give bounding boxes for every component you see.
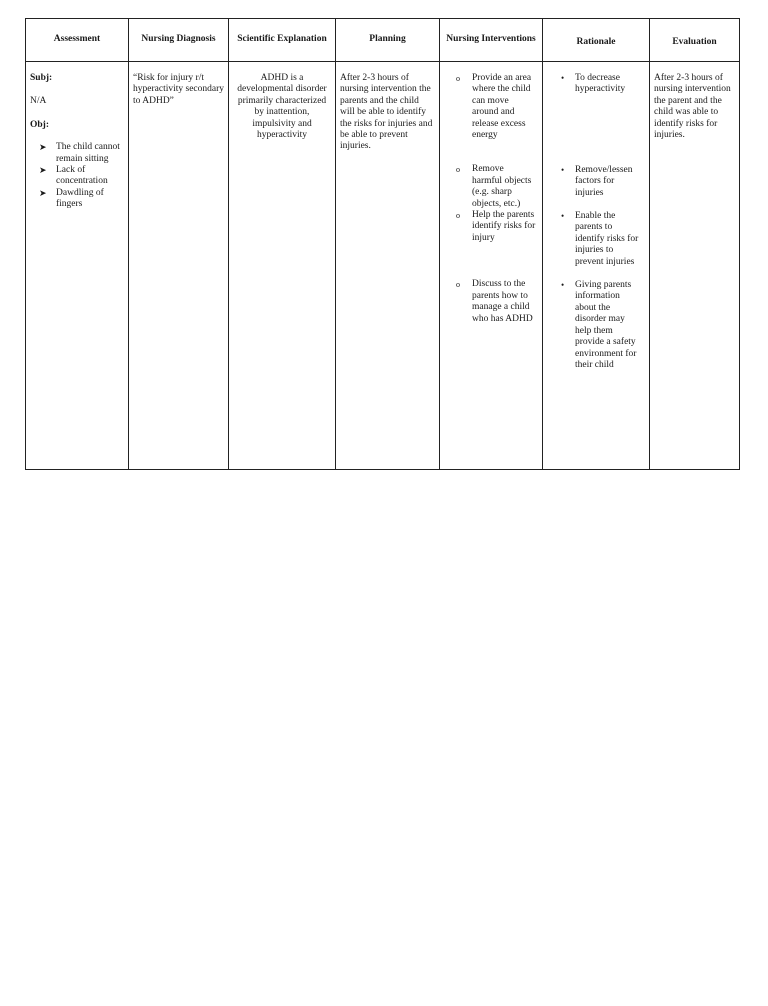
rationale-cell (543, 62, 650, 470)
header-nursing-interventions: Nursing Interventions (440, 19, 543, 62)
header-scientific-explanation: Scientific Explanation (229, 19, 336, 62)
obj-label: Obj: (30, 119, 49, 130)
obj-list (26, 142, 128, 210)
header-rationale: Rationale (543, 19, 650, 62)
header-nursing-diagnosis: Nursing Diagnosis (129, 19, 229, 62)
list-item: ➤ Lack of concentration (39, 165, 108, 187)
list-item: o Help the parents identify risks for injury (456, 210, 536, 243)
diagnosis-cell (129, 62, 229, 470)
subj-label: Subj: (30, 73, 53, 83)
list-item: o Remove harmful objects (e.g. sharp objects, etc.) (456, 164, 532, 209)
interventions-cell (440, 62, 543, 470)
disc-bullet-icon: • (561, 164, 565, 175)
header-planning: Planning (336, 19, 440, 62)
diagnosis-text: “Risk for injury r/t hyperactivity secondary to ADHD” (133, 73, 225, 106)
arrow-bullet-icon: ➤ (39, 142, 47, 153)
list-item: • Giving parents information about the disorder may help them provide a safety environment for their child (561, 280, 637, 370)
circle-bullet-icon: o (456, 211, 460, 221)
list-item: o Provide an area where the child can move around and release excess energy (456, 73, 532, 141)
list-item: • To decrease hyperactivity (561, 73, 626, 95)
list-item: • Enable the parents to identify risks for injuries to prevent injuries (561, 211, 639, 267)
content-row (26, 62, 740, 470)
planning-cell (336, 62, 440, 470)
planning-text: After 2-3 hours of nursing intervention the parents and the child will be able to identify the risks for injuries and be able to prevent injuries. (340, 73, 433, 152)
list-item: o Discuss to the parents how to manage a child who has ADHD (456, 279, 533, 324)
arrow-bullet-icon: ➤ (39, 187, 47, 198)
disc-bullet-icon: • (561, 73, 565, 83)
circle-bullet-icon: o (456, 165, 460, 175)
subj-value: N/A (30, 96, 47, 107)
assessment-cell (26, 62, 129, 470)
list-item: ➤ The child cannot remain sitting (39, 142, 120, 164)
rationale-list (543, 73, 649, 371)
list-item: ➤ Dawdling of fingers (39, 187, 104, 210)
disc-bullet-icon: • (561, 280, 565, 291)
list-item: • Remove/lessen factors for injuries (561, 164, 633, 198)
interventions-list (440, 73, 542, 325)
header-assessment: Assessment (26, 19, 129, 62)
circle-bullet-icon: o (456, 74, 460, 83)
evaluation-text: After 2-3 hours of nursing intervention the parent and the child was able to identify risks for injuries. (654, 73, 731, 141)
arrow-bullet-icon: ➤ (39, 165, 47, 176)
header-row (26, 19, 740, 62)
disc-bullet-icon: • (561, 211, 565, 222)
scientific-cell (229, 62, 336, 470)
evaluation-cell (650, 62, 740, 470)
circle-bullet-icon: o (456, 280, 460, 290)
nursing-care-plan-table (25, 18, 740, 470)
scientific-text: ADHD is a developmental disorder primarily characterized by inattention, impulsivity and hyperactivity (237, 73, 327, 141)
header-evaluation: Evaluation (650, 19, 740, 62)
